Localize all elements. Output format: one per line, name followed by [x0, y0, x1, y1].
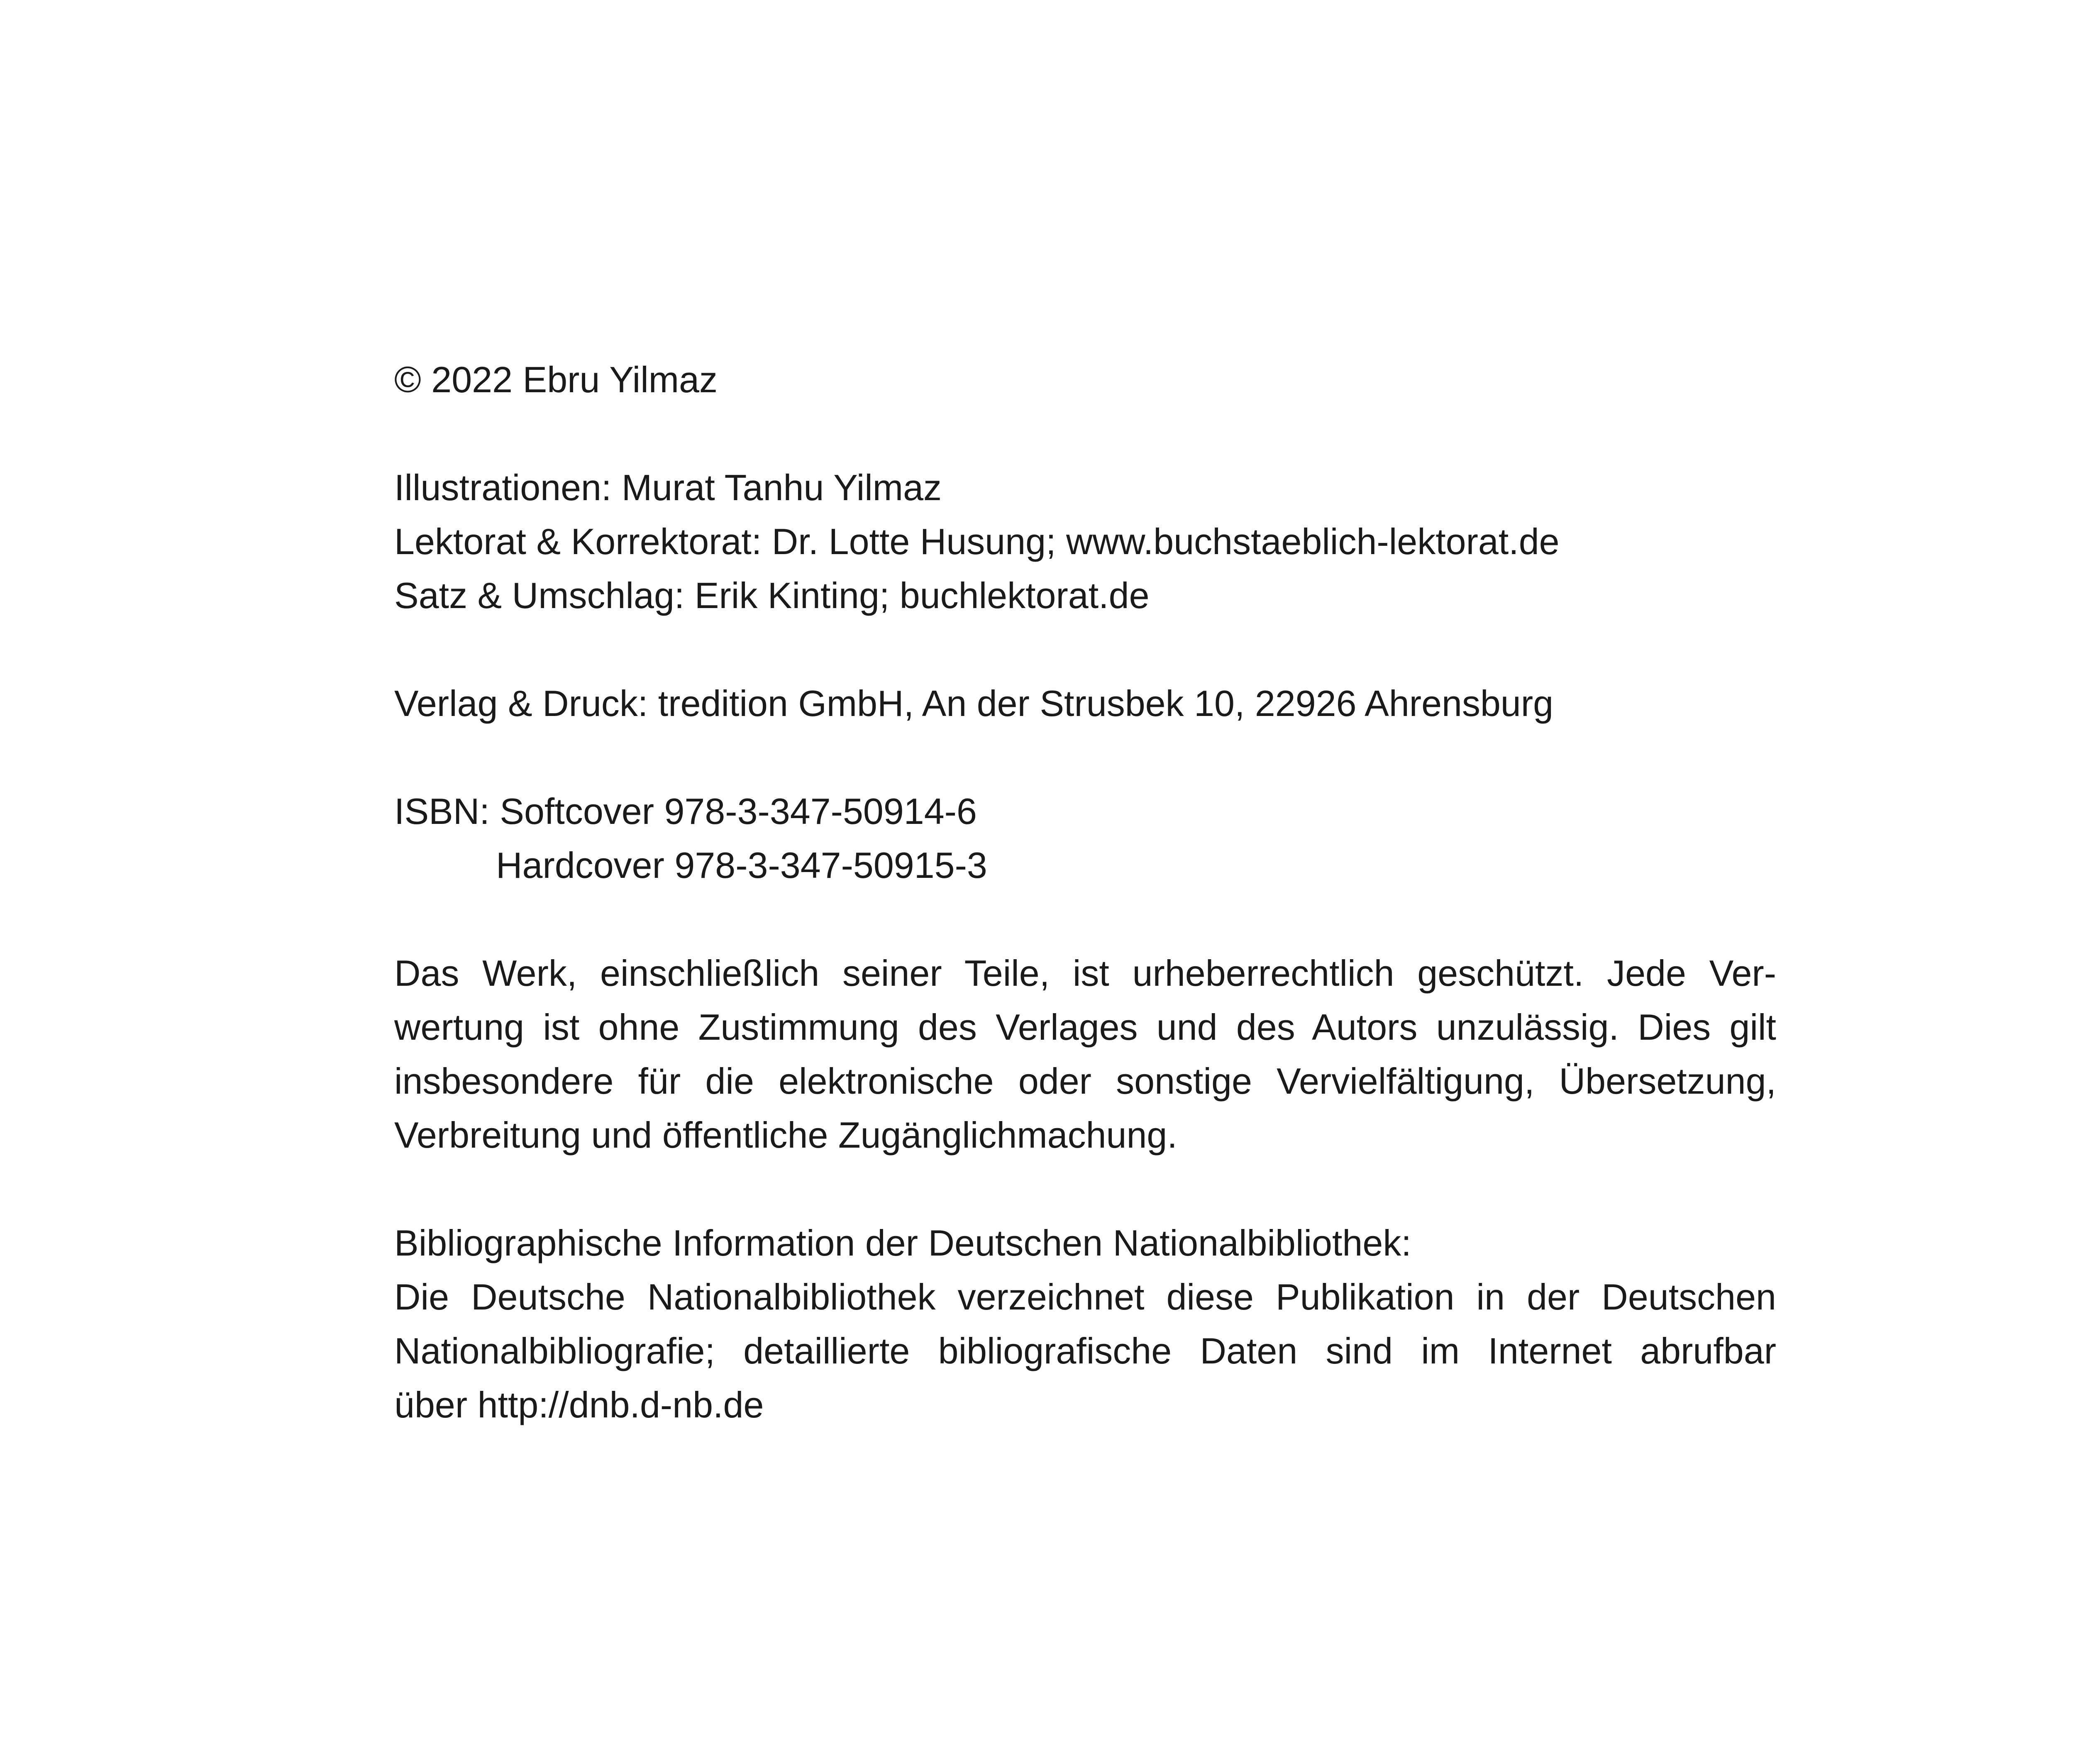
isbn-hardcover: Hardcover 978-3-347-50915-3 — [496, 845, 987, 886]
illustrations-credit: Illustrationen: Murat Tanhu Yilmaz — [394, 467, 942, 508]
bibliographic-line: über http://dnb.d-nb.de — [394, 1384, 764, 1425]
rights-line: wertung ist ohne Zustimmung des Verlages und des Autors unzulässig. Dies gilt — [394, 1007, 1776, 1048]
editing-credit: Lektorat & Korrektorat: Dr. Lotte Husung; www.buchstaeblich-lektorat.de — [394, 521, 1560, 562]
spacer — [394, 1162, 1776, 1216]
bibliographic-line: Die Deutsche Nationalbibliothek verzeichnet diese Publikation in der Deutschen — [394, 1276, 1776, 1317]
publisher-line: Verlag & Druck: tredition GmbH, An der Strusbek 10, 22926 Ahrensburg — [394, 683, 1554, 724]
isbn-softcover: ISBN: Softcover 978-3-347-50914-6 — [394, 791, 977, 832]
bibliographic-paragraph — [394, 1270, 1776, 1432]
copyright-line: © 2022 Ebru Yilmaz — [394, 359, 718, 400]
spacer — [394, 407, 1776, 461]
rights-line: Das Werk, einschließlich seiner Teile, ist urheberrechtlich geschützt. Jede Ver- — [394, 953, 1776, 994]
spacer — [394, 892, 1776, 946]
rights-line: Verbreitung und öffentliche Zugänglichmachung. — [394, 1114, 1177, 1156]
rights-paragraph — [394, 946, 1776, 1162]
rights-line: insbesondere für die elektronische oder sonstige Vervielfältigung, Übersetzung, — [394, 1060, 1776, 1102]
bibliographic-heading: Bibliographische Information der Deutschen Nationalbibliothek: — [394, 1222, 1411, 1263]
imprint-page — [394, 353, 1776, 1432]
spacer — [394, 731, 1776, 784]
spacer — [394, 623, 1776, 677]
bibliographic-line: Nationalbibliografie; detaillierte bibliografische Daten sind im Internet abrufbar — [394, 1330, 1776, 1371]
typesetting-credit: Satz & Umschlag: Erik Kinting; buchlektorat.de — [394, 575, 1150, 616]
